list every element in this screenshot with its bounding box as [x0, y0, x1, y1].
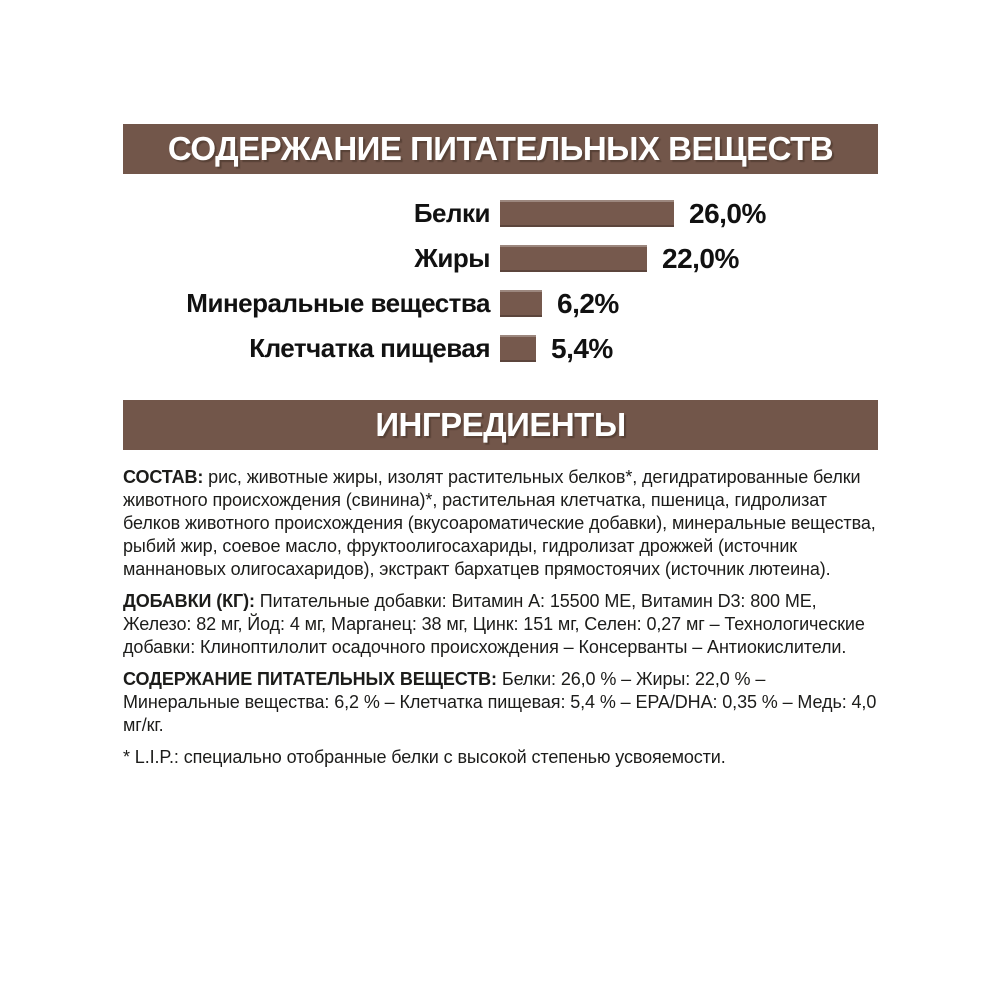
chart-value-label: 6,2% — [557, 287, 619, 319]
chart-value-label: 22,0% — [662, 242, 739, 274]
section-header-ingredients — [123, 400, 878, 450]
paragraph-nutrient-content-label: СОДЕРЖАНИЕ ПИТАТЕЛЬНЫХ ВЕЩЕСТВ: — [123, 669, 497, 689]
paragraph-additives — [123, 590, 880, 659]
section-header-nutrients — [123, 124, 878, 174]
section-header-nutrients-title: СОДЕРЖАНИЕ ПИТАТЕЛЬНЫХ ВЕЩЕСТВ — [167, 130, 834, 167]
chart-row-fats — [123, 242, 883, 274]
chart-value-label: 5,4% — [551, 332, 613, 364]
chart-row-minerals — [123, 287, 883, 319]
paragraph-additives-text: Питательные добавки: Витамин A: 15500 МЕ, Витамин D3: 800 МЕ, Железо: 82 мг, Йод: 4 мг, Марганец: 38 мг, Цинк: 151 мг, Селен: 0,27 мг – Технологические добавки: Клиноптилолит осадочного происхождения – Консерванты – Антиокислители. — [123, 591, 865, 657]
paragraph-composition — [123, 466, 880, 581]
paragraph-composition-label: СОСТАВ: — [123, 467, 204, 487]
paragraph-nutrient-content-text: Белки: 26,0 % – Жиры: 22,0 % – Минеральные вещества: 6,2 % – Клетчатка пищевая: 5,4 % – EPA/DHA: 0,35 % – Медь: 4,0 мг/кг. — [123, 669, 877, 735]
chart-value-label: 26,0% — [689, 197, 766, 229]
chart-bar — [500, 245, 647, 272]
chart-category-label: Белки — [413, 198, 490, 228]
chart-bar — [500, 200, 674, 227]
nutrients-bar-chart — [123, 197, 883, 364]
ingredients-text-block — [123, 466, 880, 778]
paragraph-nutrient-content — [123, 668, 880, 737]
section-header-ingredients-title: ИНГРЕДИЕНТЫ — [375, 406, 626, 443]
chart-row-proteins — [123, 197, 883, 229]
lip-footnote — [123, 746, 880, 769]
chart-category-label: Жиры — [414, 243, 490, 273]
paragraph-additives-label: ДОБАВКИ (КГ): — [123, 591, 255, 611]
chart-row-fiber — [123, 332, 883, 364]
chart-category-label: Клетчатка пищевая — [249, 333, 490, 363]
chart-category-label: Минеральные вещества — [186, 288, 490, 318]
chart-bar — [500, 335, 536, 362]
lip-footnote-text: * L.I.P.: специально отобранные белки с высокой степенью усвояемости. — [123, 747, 726, 767]
chart-bar — [500, 290, 542, 317]
paragraph-composition-text: рис, животные жиры, изолят растительных белков*, дегидратированные белки животного происхождения (свинина)*, растительная клетчатка, пшеница, гидролизат белков животного происхождения (вкусоароматические добавки), минеральные вещества, рыбий жир, соевое масло, фруктоолигосахариды, гидролизат дрожжей (источник маннановых олигосахаридов), экстракт бархатцев прямостоячих (источник лютеина). — [123, 467, 876, 579]
